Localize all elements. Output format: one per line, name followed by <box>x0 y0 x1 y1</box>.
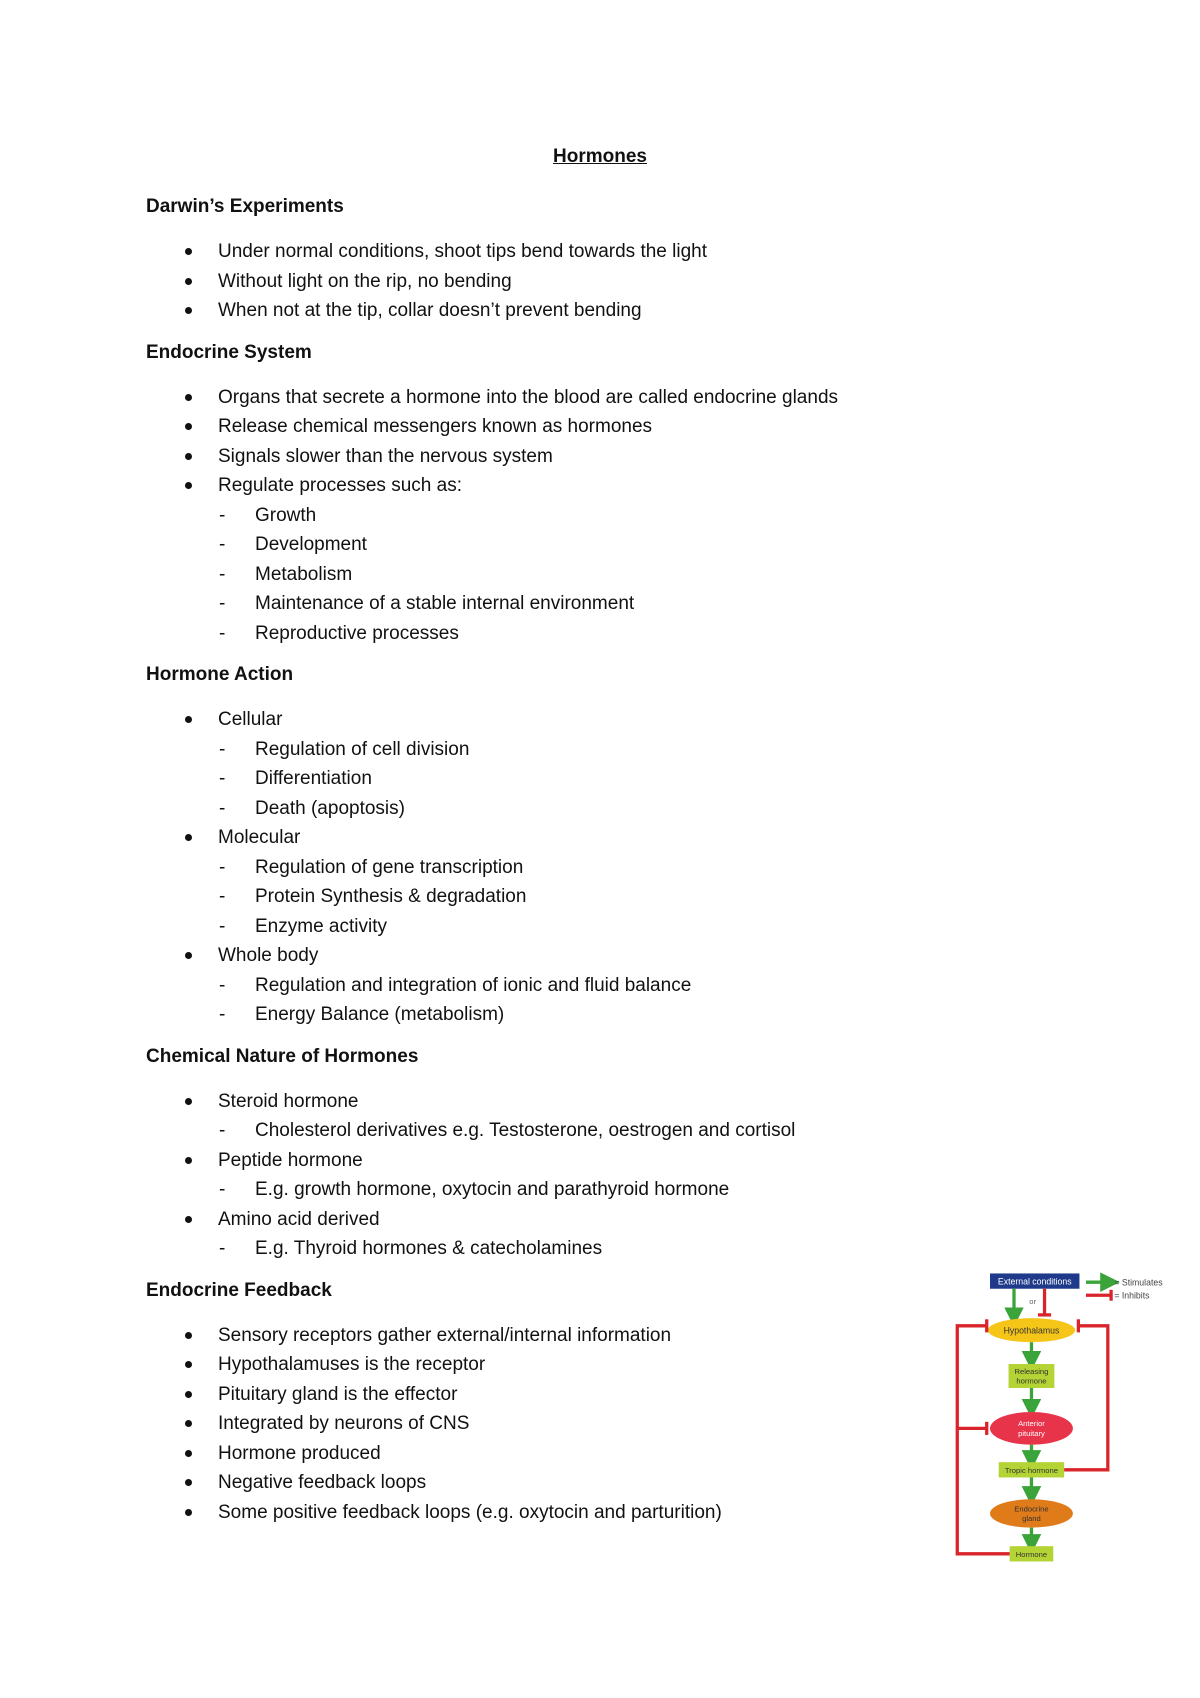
bullet-text: Amino acid derived <box>218 1208 380 1230</box>
sub-item-dash: - <box>219 886 226 907</box>
document-body <box>146 192 946 1539</box>
sub-item-text: Regulation of cell division <box>255 738 470 760</box>
bullet-item <box>146 383 946 413</box>
endocrine-gland-label-2: gland <box>1022 1514 1041 1524</box>
sub-item <box>146 560 946 590</box>
sub-item <box>146 1000 946 1030</box>
sub-item-text: Development <box>255 534 367 555</box>
sub-item-dash: - <box>219 915 226 937</box>
sub-item <box>146 501 946 531</box>
section <box>146 1042 946 1264</box>
sub-item <box>146 735 946 765</box>
external-conditions-label: External conditions <box>997 1276 1072 1287</box>
bullet-text: Some positive feedback loops (e.g. oxytocin and parturition) <box>218 1501 722 1523</box>
bullet-item <box>146 1350 946 1380</box>
bullet-dot <box>185 1216 192 1223</box>
bullet-item <box>146 1087 946 1117</box>
section-heading: Darwin’s Experiments <box>146 196 344 217</box>
legend-stimulates-label: = Stimulates <box>1114 1277 1163 1288</box>
sub-item <box>146 1234 946 1264</box>
section <box>146 338 946 649</box>
bullet-item <box>146 823 946 853</box>
sub-item-dash: - <box>219 1120 226 1141</box>
sub-item <box>146 589 946 619</box>
anterior-pituitary-label-2: pituitary <box>1018 1429 1045 1438</box>
bullet-text: Negative feedback loops <box>218 1472 427 1493</box>
bullet-dot <box>185 453 192 460</box>
bullet-dot <box>185 1450 192 1457</box>
bullet-item <box>146 267 946 297</box>
bullet-dot <box>185 952 192 959</box>
anterior-pituitary-label-1: Anterior <box>1018 1419 1045 1429</box>
bullet-text: Molecular <box>218 827 301 848</box>
sub-item <box>146 912 946 942</box>
sub-item-dash: - <box>219 563 226 585</box>
sub-item-dash: - <box>219 768 226 789</box>
sub-item-text: Differentiation <box>255 768 372 789</box>
sub-item-dash: - <box>219 1004 226 1025</box>
sub-item-text: E.g. growth hormone, oxytocin and parathyroid hormone <box>255 1179 730 1200</box>
bullet-text: Regulate processes such as: <box>218 475 462 496</box>
sub-item-dash: - <box>219 738 226 760</box>
bullet-text: Hormone produced <box>218 1442 381 1464</box>
bullet-item <box>146 1468 946 1498</box>
sub-item-dash: - <box>219 1179 226 1200</box>
bullet-text: Whole body <box>218 945 319 966</box>
bullet-dot <box>185 248 192 255</box>
section <box>146 660 946 1030</box>
bullet-item <box>146 1409 946 1439</box>
bullet-text: Steroid hormone <box>218 1090 359 1112</box>
sub-item-text: Regulation of gene transcription <box>255 856 524 878</box>
sub-item <box>146 971 946 1001</box>
bullet-text: Cellular <box>218 709 283 730</box>
bullet-dot <box>185 278 192 285</box>
sub-item <box>146 853 946 883</box>
bullet-dot <box>185 423 192 430</box>
sub-item-text: Protein Synthesis & degradation <box>255 886 527 907</box>
hypothalamus-label: Hypothalamus <box>1003 1325 1060 1336</box>
bullet-item <box>146 1205 946 1235</box>
sub-item-text: Death (apoptosis) <box>255 797 405 819</box>
endocrine-feedback-diagram <box>920 1268 1180 1568</box>
bullet-text: Peptide hormone <box>218 1149 363 1171</box>
sub-item-dash: - <box>219 534 226 555</box>
bullet-text: Integrated by neurons of CNS <box>218 1413 470 1434</box>
sub-item-text: Reproductive processes <box>255 622 459 644</box>
releasing-hormone-label-2: hormone <box>1016 1376 1047 1386</box>
bullet-dot <box>185 716 192 723</box>
sub-item <box>146 530 946 560</box>
tropic-hormone-label: Tropic hormone <box>1004 1466 1059 1476</box>
bullet-item <box>146 1439 946 1469</box>
bullet-dot <box>185 1479 192 1486</box>
bullet-text: Signals slower than the nervous system <box>218 445 553 467</box>
sub-item-text: Regulation and integration of ionic and fluid balance <box>255 974 692 996</box>
sub-item-dash: - <box>219 797 226 819</box>
sub-item-text: Metabolism <box>255 563 353 585</box>
bullet-item <box>146 412 946 442</box>
bullet-text: Organs that secrete a hormone into the blood are called endocrine glands <box>218 386 839 408</box>
bullet-item <box>146 1146 946 1176</box>
page-title: Hormones <box>553 146 647 167</box>
bullet-dot <box>185 1332 192 1339</box>
bullet-text: Release chemical messengers known as hormones <box>218 416 653 437</box>
bullet-dot <box>185 1391 192 1398</box>
legend-inhibits-label: = Inhibits <box>1114 1290 1150 1301</box>
bullet-dot <box>185 307 192 314</box>
bullet-item <box>146 941 946 971</box>
bullet-text: Pituitary gland is the effector <box>218 1383 458 1405</box>
sub-item <box>146 1116 946 1146</box>
sub-item <box>146 1175 946 1205</box>
bullet-dot <box>185 482 192 489</box>
bullet-text: Hypothalamuses is the receptor <box>218 1354 486 1375</box>
sub-item-dash: - <box>219 1238 226 1259</box>
section <box>146 192 946 326</box>
right-feedback-path <box>1064 1326 1108 1470</box>
sub-item-dash: - <box>219 622 226 644</box>
sub-item <box>146 882 946 912</box>
sub-item-text: Growth <box>255 504 317 526</box>
sub-item-dash: - <box>219 856 226 878</box>
sub-item-text: E.g. Thyroid hormones & catecholamines <box>255 1238 603 1259</box>
bullet-item <box>146 471 946 501</box>
sub-item-text: Maintenance of a stable internal environment <box>255 593 635 614</box>
bullet-dot <box>185 1361 192 1368</box>
bullet-item <box>146 237 946 267</box>
section-heading: Chemical Nature of Hormones <box>146 1045 419 1067</box>
bullet-dot <box>185 394 192 401</box>
bullet-item <box>146 705 946 735</box>
section <box>146 1276 946 1528</box>
bullet-text: Under normal conditions, shoot tips bend towards the light <box>218 241 707 262</box>
sub-item <box>146 794 946 824</box>
bullet-item <box>146 1498 946 1528</box>
bullet-dot <box>185 1157 192 1164</box>
bullet-item <box>146 1380 946 1410</box>
bullet-item <box>146 1321 946 1351</box>
section-heading: Endocrine Feedback <box>146 1279 332 1301</box>
or-label: or <box>1029 1297 1037 1306</box>
sub-item-dash: - <box>219 593 226 614</box>
bullet-dot <box>185 834 192 841</box>
hormone-box-label: Hormone <box>1015 1550 1048 1560</box>
bullet-text: Sensory receptors gather external/internal information <box>218 1324 672 1346</box>
bullet-text: Without light on the rip, no bending <box>218 270 512 292</box>
section-heading: Endocrine System <box>146 341 312 363</box>
sub-item-text: Enzyme activity <box>255 915 387 937</box>
sub-item <box>146 764 946 794</box>
bullet-dot <box>185 1509 192 1516</box>
endocrine-gland-label-1: Endocrine <box>1014 1504 1049 1514</box>
bullet-text: When not at the tip, collar doesn’t prevent bending <box>218 300 642 321</box>
bullet-dot <box>185 1420 192 1427</box>
releasing-hormone-label-1: Releasing <box>1014 1366 1049 1376</box>
sub-item <box>146 619 946 649</box>
sub-item-text: Energy Balance (metabolism) <box>255 1004 505 1025</box>
bullet-item <box>146 442 946 472</box>
sub-item-dash: - <box>219 974 226 996</box>
section-heading: Hormone Action <box>146 664 294 685</box>
sub-item-text: Cholesterol derivatives e.g. Testosterone, oestrogen and cortisol <box>255 1120 796 1141</box>
sub-item-dash: - <box>219 504 226 526</box>
bullet-dot <box>185 1098 192 1105</box>
bullet-item <box>146 296 946 326</box>
